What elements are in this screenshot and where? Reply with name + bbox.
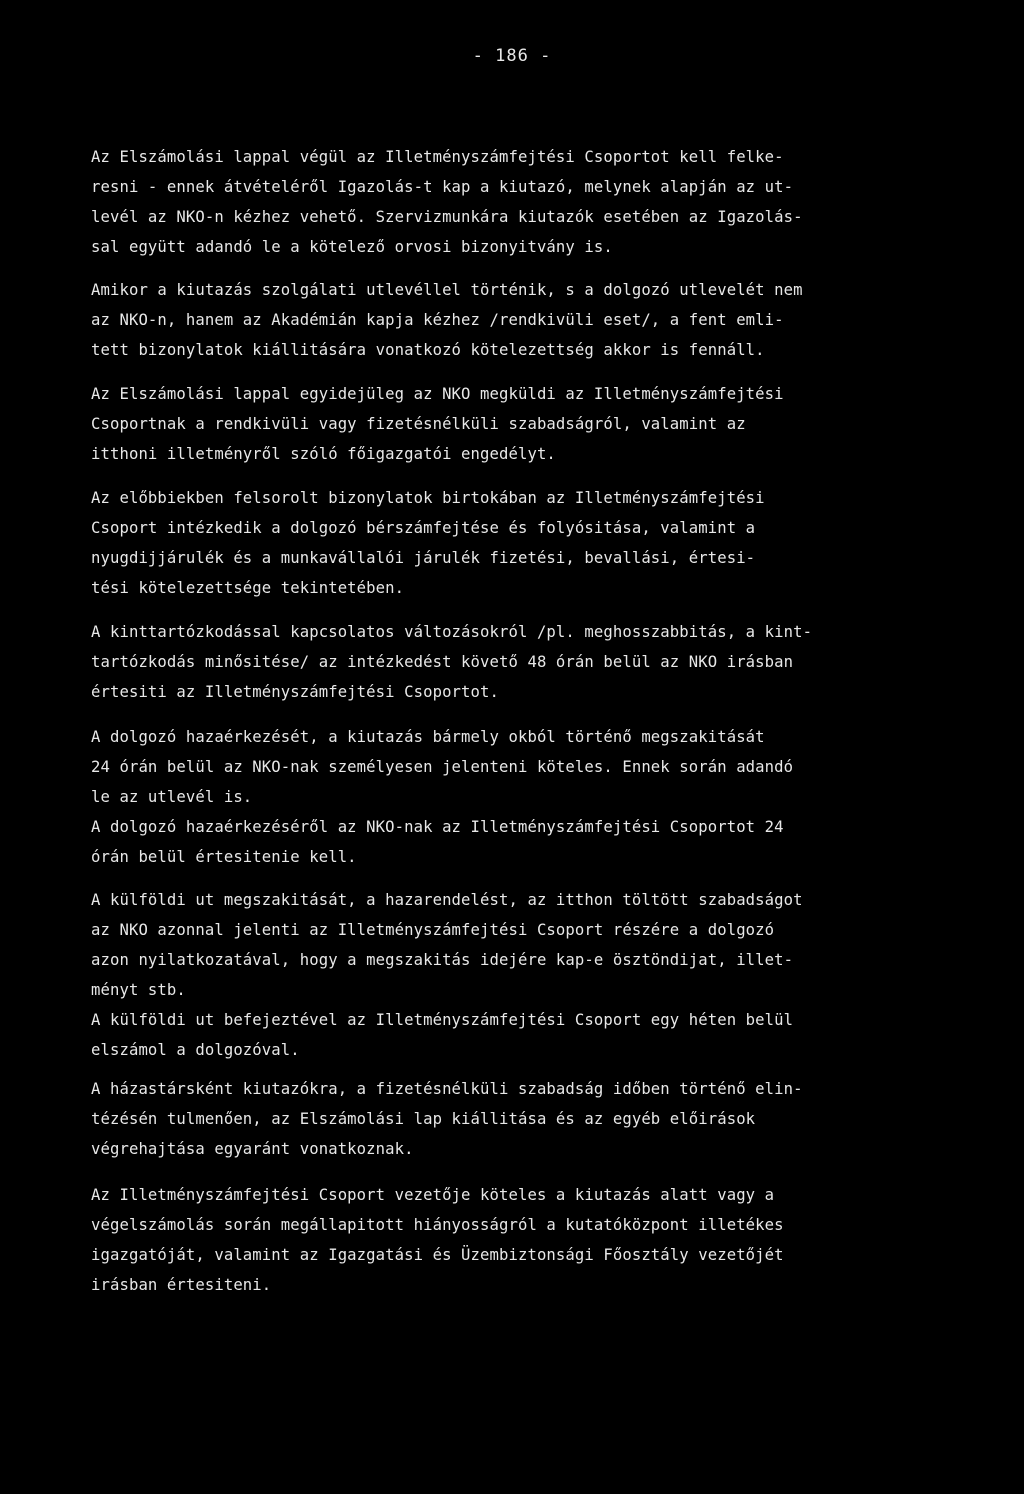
- paragraph-8: [91, 1074, 951, 1164]
- text-line: irásban értesiteni.: [91, 1276, 272, 1294]
- paragraph-4: [91, 483, 951, 603]
- text-line: nyugdijjárulék és a munkavállalói járulék fizetési, bevallási, értesi-: [91, 549, 756, 567]
- text-line: végelszámolás során megállapitott hiányosságról a kutatóközpont illetékes: [91, 1216, 784, 1234]
- text-line: tartózkodás minősitése/ az intézkedést követő 48 órán belül az NKO irásban: [91, 653, 794, 671]
- paragraph-1: [91, 142, 951, 262]
- paragraph-2: [91, 275, 951, 365]
- text-line: az NKO-n, hanem az Akadémián kapja kézhez /rendkivüli eset/, a fent emli-: [91, 311, 784, 329]
- text-line: Az Elszámolási lappal végül az Illetményszámfejtési Csoportot kell felke-: [91, 148, 784, 166]
- paragraph-5: [91, 617, 951, 707]
- text-line: A dolgozó hazaérkezését, a kiutazás bármely okból történő megszakitását: [91, 728, 765, 746]
- paragraph-6: [91, 722, 951, 872]
- paragraph-3: [91, 379, 951, 469]
- text-line: végrehajtása egyaránt vonatkoznak.: [91, 1140, 414, 1158]
- text-line: levél az NKO-n kézhez vehető. Szervizmunkára kiutazók esetében az Igazolás-: [91, 208, 803, 226]
- page-number: - 186 -: [472, 46, 552, 66]
- text-line: A külföldi ut befejeztével az Illetményszámfejtési Csoport egy héten belül: [91, 1011, 794, 1029]
- text-line: A dolgozó hazaérkezéséről az NKO-nak az Illetményszámfejtési Csoportot 24: [91, 818, 784, 836]
- text-line: tézésén tulmenően, az Elszámolási lap kiállitása és az egyéb előirások: [91, 1110, 756, 1128]
- text-line: 24 órán belül az NKO-nak személyesen jelenteni köteles. Ennek során adandó: [91, 758, 794, 776]
- paragraph-9: [91, 1180, 951, 1300]
- text-line: elszámol a dolgozóval.: [91, 1041, 300, 1059]
- text-line: le az utlevél is.: [91, 788, 253, 806]
- text-line: tett bizonylatok kiállitására vonatkozó kötelezettség akkor is fennáll.: [91, 341, 765, 359]
- paragraph-7: [91, 885, 951, 1065]
- text-line: sal együtt adandó le a kötelező orvosi bizonyitvány is.: [91, 238, 613, 256]
- text-line: Az Illetményszámfejtési Csoport vezetője köteles a kiutazás alatt vagy a: [91, 1186, 775, 1204]
- text-line: itthoni illetményről szóló főigazgatói engedélyt.: [91, 445, 556, 463]
- text-line: A külföldi ut megszakitását, a hazarendelést, az itthon töltött szabadságot: [91, 891, 803, 909]
- text-line: ményt stb.: [91, 981, 186, 999]
- text-line: igazgatóját, valamint az Igazgatási és Üzembiztonsági Főosztály vezetőjét: [91, 1246, 784, 1264]
- text-line: Csoport intézkedik a dolgozó bérszámfejtése és folyósitása, valamint a: [91, 519, 756, 537]
- text-line: Csoportnak a rendkivüli vagy fizetésnélküli szabadságról, valamint az: [91, 415, 746, 433]
- text-line: Az Elszámolási lappal egyidejüleg az NKO megküldi az Illetményszámfejtési: [91, 385, 784, 403]
- text-line: resni - ennek átvételéről Igazolás-t kap a kiutazó, melynek alapján az ut-: [91, 178, 794, 196]
- text-line: Amikor a kiutazás szolgálati utlevéllel történik, s a dolgozó utlevelét nem: [91, 281, 803, 299]
- text-line: A házastársként kiutazókra, a fizetésnélküli szabadság időben történő elin-: [91, 1080, 803, 1098]
- text-line: órán belül értesitenie kell.: [91, 848, 357, 866]
- text-line: azon nyilatkozatával, hogy a megszakitás idejére kap-e ösztöndijat, illet-: [91, 951, 794, 969]
- text-line: az NKO azonnal jelenti az Illetményszámfejtési Csoport részére a dolgozó: [91, 921, 775, 939]
- text-line: értesiti az Illetményszámfejtési Csoportot.: [91, 683, 499, 701]
- text-line: tési kötelezettsége tekintetében.: [91, 579, 405, 597]
- text-line: A kinttartózkodással kapcsolatos változásokról /pl. meghosszabbitás, a kint-: [91, 623, 813, 641]
- text-line: Az előbbiekben felsorolt bizonylatok birtokában az Illetményszámfejtési: [91, 489, 765, 507]
